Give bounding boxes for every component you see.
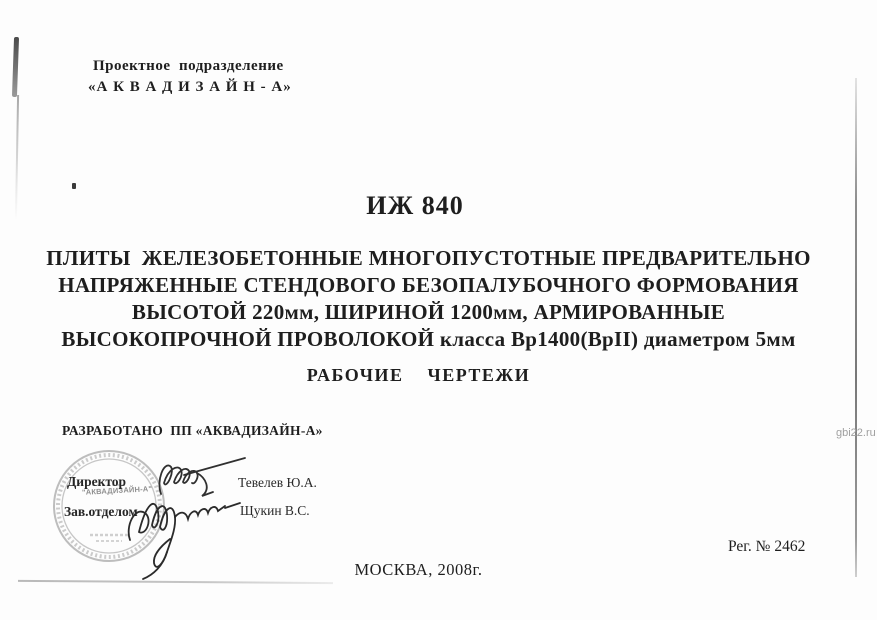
- site-watermark: gbi22.ru: [836, 427, 876, 439]
- signature-role-head-of-dept: Зав.отделом: [64, 504, 138, 519]
- org-name-line2: «А К В А Д И З А Й Н - А»: [88, 79, 292, 95]
- document-type-label: РАБОЧИЕ ЧЕРТЕЖИ: [306, 365, 531, 385]
- subject-line-1: ПЛИТЫ ЖЕЛЕЗОБЕТОННЫЕ МНОГОПУСТОТНЫЕ ПРЕДВАРИТЕЛЬНО: [46, 246, 811, 270]
- document-subject: [20, 245, 837, 353]
- signature-name-director: Тевелев Ю.А.: [238, 475, 317, 490]
- subject-line-4: ВЫСОКОПРОЧНОЙ ПРОВОЛОКОЙ класса Вр1400(ВрII) диаметром 5мм: [61, 327, 796, 351]
- scan-edge-artifact-topleft: [12, 37, 19, 97]
- stamp-center-text: "АКВАДИЗАЙН-А": [81, 484, 153, 497]
- city-and-year: МОСКВА, 2008г.: [354, 560, 483, 579]
- document-code-title: ИЖ 840: [366, 191, 464, 220]
- signature-name-head-of-dept: Щукин В.С.: [240, 503, 310, 518]
- org-name-line1: Проектное подразделение: [93, 58, 284, 74]
- scan-page-right-edge-line: [855, 78, 857, 577]
- scan-ink-speck: [72, 183, 76, 189]
- registration-number: Рег. № 2462: [728, 538, 806, 555]
- signature-role-director: Директор: [67, 474, 127, 489]
- subject-line-2: НАПРЯЖЕННЫЕ СТЕНДОВОГО БЕЗОПАЛУБОЧНОГО ФОРМОВАНИЯ: [58, 273, 799, 297]
- subject-line-3: ВЫСОТОЙ 220мм, ШИРИНОЙ 1200мм, АРМИРОВАННЫЕ: [131, 300, 726, 324]
- developed-by-label: РАЗРАБОТАНО ПП «АКВАДИЗАЙН-А»: [62, 423, 323, 438]
